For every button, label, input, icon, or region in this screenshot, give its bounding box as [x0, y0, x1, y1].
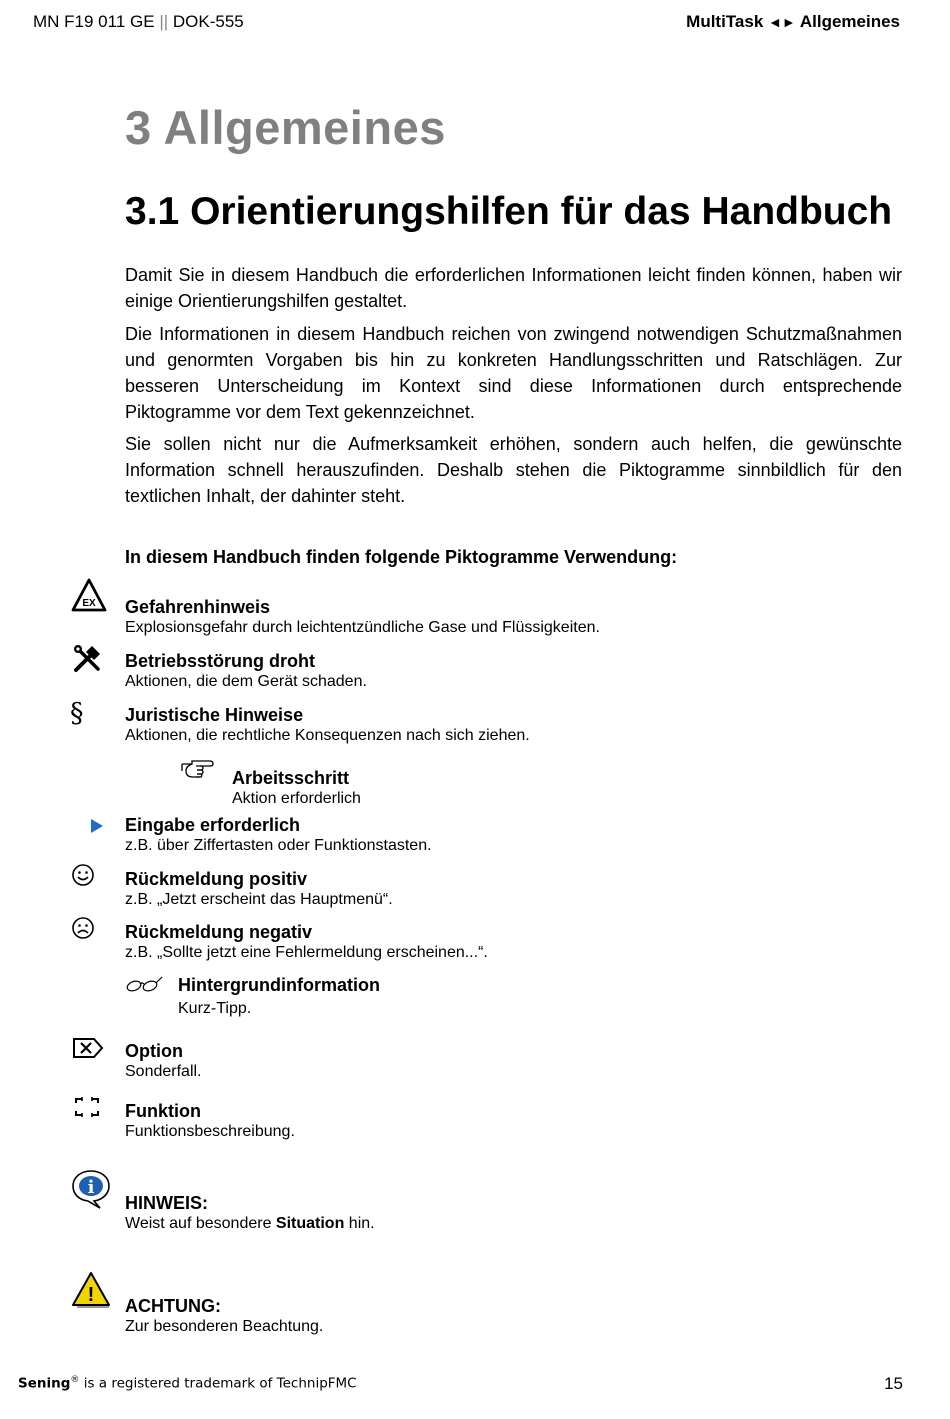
- function-frame-icon: [73, 1096, 101, 1118]
- nav-arrows: ◄►: [768, 14, 796, 30]
- entry-desc: Sonderfall.: [125, 1063, 202, 1080]
- option-key-icon: [72, 1037, 104, 1059]
- desc-emphasis: Situation: [275, 1215, 345, 1232]
- smiley-sad-icon: [71, 916, 95, 940]
- entry-title: Funktion: [125, 1101, 201, 1121]
- entry-title: Rückmeldung positiv: [125, 869, 308, 889]
- entry-title: Arbeitsschritt: [232, 768, 350, 788]
- header-separator: ||: [159, 12, 169, 31]
- entry-title: HINWEIS:: [125, 1193, 208, 1213]
- explosion-warning-icon: [71, 578, 107, 614]
- entry-desc: Aktionen, die rechtliche Konsequenzen nach sich ziehen.: [125, 727, 530, 744]
- pictogram-entry-rueckmeldung-negativ: [125, 922, 488, 962]
- pictogram-entry-hintergrundinformation: [178, 975, 380, 1018]
- entry-desc: Zur besonderen Beachtung.: [125, 1318, 324, 1335]
- entry-desc: z.B. „Sollte jetzt eine Fehlermeldung erscheinen...“.: [125, 944, 488, 961]
- doc-code: MN F19 011 GE: [33, 12, 155, 31]
- entry-desc: z.B. „Jetzt erscheint das Hauptmenü“.: [125, 891, 393, 908]
- desc-text: hin.: [344, 1215, 375, 1232]
- entry-title: Hintergrundinformation: [178, 975, 380, 995]
- brand-name: Sening: [18, 1375, 71, 1392]
- doc-id: DOK-555: [172, 12, 244, 31]
- entry-title: ACHTUNG:: [125, 1296, 221, 1316]
- tools-icon: [72, 644, 108, 680]
- entry-title: Juristische Hinweise: [125, 705, 304, 725]
- section-number: 3.1: [125, 190, 180, 233]
- section-title: Orientierungshilfen für das Handbuch: [190, 190, 893, 233]
- glasses-icon: [125, 975, 163, 993]
- pictogram-entry-eingabe: [125, 815, 432, 855]
- pictogram-entry-hinweis: [125, 1193, 375, 1233]
- footer-trademark: [18, 1375, 357, 1392]
- svg-text:!: !: [87, 1284, 95, 1306]
- entry-desc: Aktionen, die dem Gerät schaden.: [125, 673, 367, 690]
- smiley-happy-icon: [71, 863, 95, 887]
- pointing-hand-icon: [180, 758, 214, 780]
- registered-mark: ®: [70, 1375, 80, 1385]
- desc-text: Weist auf besondere: [125, 1215, 276, 1232]
- entry-desc: Funktionsbeschreibung.: [125, 1123, 295, 1140]
- paragraph-1: Damit Sie in diesem Handbuch die erforderlichen Informationen leicht finden können, haben wir einige Orientierungshilfen gestaltet.: [125, 265, 902, 311]
- paragraph-icon: §: [70, 698, 84, 729]
- entry-desc: Aktion erforderlich: [232, 790, 361, 807]
- entry-desc: [125, 1215, 375, 1233]
- header-breadcrumb: [686, 12, 900, 32]
- section-name: Allgemeines: [799, 12, 900, 31]
- pictogram-entry-option: [125, 1041, 202, 1081]
- chapter-number: 3: [125, 101, 152, 154]
- product-name: MultiTask: [686, 12, 764, 31]
- pictogram-entry-betriebsstoerung: [125, 651, 367, 691]
- entry-title: Gefahrenhinweis: [125, 597, 271, 617]
- pictogram-entry-funktion: [125, 1101, 295, 1141]
- entry-desc: z.B. über Ziffertasten oder Funktionstasten.: [125, 837, 432, 854]
- page-number: 15: [884, 1374, 903, 1393]
- pictogram-intro: In diesem Handbuch finden folgende Piktogramme Verwendung:: [125, 547, 678, 567]
- pictogram-entry-gefahrenhinweis: [125, 597, 600, 637]
- chapter-heading: [125, 100, 446, 155]
- chapter-title: Allgemeines: [163, 101, 446, 154]
- section-heading: [125, 190, 892, 234]
- info-bubble-icon: [70, 1168, 112, 1210]
- entry-desc: Kurz-Tipp.: [178, 1000, 252, 1017]
- pictogram-entry-rueckmeldung-positiv: [125, 869, 393, 909]
- svg-text:i: i: [87, 1177, 95, 1198]
- paragraph-2: Die Informationen in diesem Handbuch reichen von zwingend notwendigen Schutzmaßnahmen und genormten Vorgaben bis hin zu konkreten Handlungsschritten und Ratschlägen. Zur besseren Unterscheidung im Kontext sind diese Informationen durch entsprechende Piktogramme vor dem Text gekennzeichnet.: [125, 324, 902, 422]
- trademark-text: is a registered trademark of TechnipFMC: [79, 1375, 357, 1392]
- header-doc-ref: [33, 12, 244, 32]
- entry-desc: Explosionsgefahr durch leichtentzündliche Gase und Flüssigkeiten.: [125, 619, 600, 636]
- pictogram-entry-achtung: [125, 1296, 323, 1336]
- svg-text:EX: EX: [82, 598, 96, 609]
- pictogram-entry-juristische-hinweise: [125, 705, 530, 745]
- pictogram-entry-arbeitsschritt: [232, 768, 361, 808]
- entry-title: Eingabe erforderlich: [125, 815, 301, 835]
- entry-title: Rückmeldung negativ: [125, 922, 313, 942]
- caution-triangle-icon: [70, 1270, 112, 1310]
- play-arrow-icon: [89, 818, 105, 834]
- entry-title: Betriebsstörung droht: [125, 651, 316, 671]
- entry-title: Option: [125, 1041, 183, 1061]
- paragraph-3: Sie sollen nicht nur die Aufmerksamkeit erhöhen, sondern auch helfen, die gewünschte Information schnell herauszufinden. Deshalb stehen die Piktogramme sinnbildlich für den textlichen Inhalt, der dahinter steht.: [125, 434, 902, 506]
